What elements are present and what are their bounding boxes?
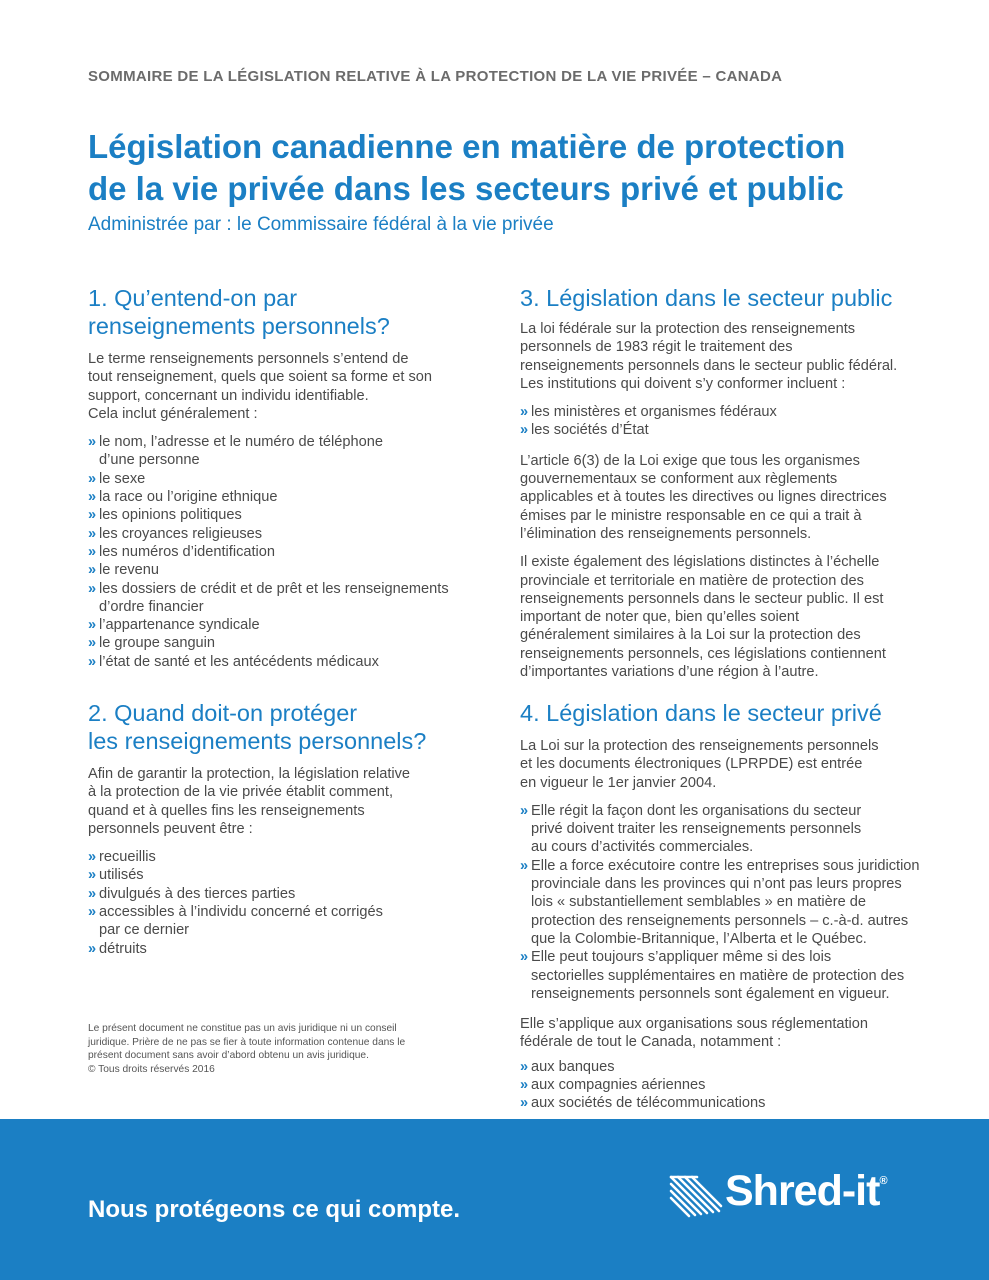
bullet-chevron-icon: » (520, 802, 529, 819)
list-item: » les opinions politiques (88, 507, 242, 524)
bullet-chevron-icon: » (520, 422, 529, 439)
section-1-list (88, 433, 488, 671)
shred-stripes-icon (667, 1169, 723, 1221)
list-item: » Elle a force exécutoire contre les entreprises sous juridiction provinciale dans les provinces qui n’ont pas leurs propres lois « substantiellement semblables » en matière de protection des renseignements personnels – c.-à-d. autres que la Colombie-Britannique, l’Alberta et le Québec. (520, 857, 920, 947)
list-item: » le groupe sanguin (88, 635, 216, 652)
list-item: » aux banques (520, 1058, 615, 1075)
bullet-chevron-icon: » (520, 1095, 529, 1112)
list-item: » aux sociétés de télécommunications (520, 1095, 766, 1112)
bullet-chevron-icon: » (88, 904, 97, 921)
bullet-chevron-icon: » (88, 653, 97, 670)
section-3-paragraph-3: Il existe également des législations distinctes à l’échelle provinciale et territoriale en matière de protection des renseignements personnels dans le secteur public. Il est important de noter que, bien qu’elles soient généralement similaires à la Loi sur la protection des renseignements personnels, ces législations contiennent d’importantes variations d’une région à l’autre. (520, 554, 886, 681)
section-1-heading: 1. Qu’entend-on par renseignements personnels? (88, 285, 390, 339)
page-subtitle: Administrée par : le Commissaire fédéral à la vie privée (88, 214, 554, 235)
list-item: » accessibles à l’individu concerné et corrigés par ce dernier (88, 904, 383, 939)
footer-band (0, 1119, 989, 1280)
list-item: » les ministères et organismes fédéraux (520, 404, 777, 421)
bullet-chevron-icon: » (88, 867, 97, 884)
shred-it-logo (667, 1167, 917, 1227)
bullet-chevron-icon: » (88, 525, 97, 542)
section-4-list (520, 802, 930, 1003)
bullet-chevron-icon: » (88, 434, 97, 451)
bullet-chevron-icon: » (520, 404, 529, 421)
list-item: » les dossiers de crédit et de prêt et les renseignements d’ordre financier (88, 580, 449, 615)
list-item: » divulgués à des tierces parties (88, 885, 296, 902)
list-item: » les numéros d’identification (88, 543, 276, 560)
section-2 (88, 699, 488, 968)
section-3-list (520, 403, 930, 440)
section-4-list-2 (520, 1058, 930, 1113)
section-4-paragraph-2: Elle s’applique aux organisations sous réglementation fédérale de tout le Canada, notamment : (520, 1016, 869, 1051)
list-item: » aux compagnies aériennes (520, 1077, 706, 1094)
section-3-heading: 3. Législation dans le secteur public (520, 285, 893, 311)
bullet-chevron-icon: » (88, 849, 97, 866)
list-item: » l’appartenance syndicale (88, 617, 260, 634)
bullet-chevron-icon: » (88, 617, 97, 634)
list-item: » la race ou l’origine ethnique (88, 489, 278, 506)
bullet-chevron-icon: » (88, 507, 97, 524)
bullet-chevron-icon: » (520, 1058, 529, 1075)
list-item: » le sexe (88, 470, 146, 487)
bullet-chevron-icon: » (520, 1077, 529, 1094)
section-3-intro: La loi fédérale sur la protection des renseignements personnels de 1983 régit le traitement des renseignements personnels dans le secteur public fédéral. Les institutions qui doivent s’y conformer incluent : (520, 321, 898, 392)
bullet-chevron-icon: » (88, 580, 97, 597)
legal-disclaimer: Le présent document ne constitue pas un avis juridique ni un conseil juridique. Prière de ne pas se fier à toute information contenue dans le présent document sans avoir d’abord obtenu un avis juridique. © Tous droits réservés 2016 (88, 1023, 406, 1075)
bullet-chevron-icon: » (88, 543, 97, 560)
section-3-paragraph-2: L’article 6(3) de la Loi exige que tous les organismes gouvernementaux se conforment aux règlements applicables et à toutes les directives ou lignes directrices émises par le ministre responsable en ce qui a trait à l’élimination des renseignements personnels. (520, 452, 887, 542)
list-item: » recueillis (88, 849, 156, 866)
list-item: » les croyances religieuses (88, 525, 263, 542)
registered-mark: ® (879, 1175, 887, 1187)
bullet-chevron-icon: » (88, 562, 97, 579)
list-item: » l’état de santé et les antécédents médicaux (88, 653, 379, 670)
section-4-heading: 4. Législation dans le secteur privé (520, 700, 882, 726)
section-4 (520, 699, 930, 1123)
section-4-intro: La Loi sur la protection des renseignements personnels et les documents électroniques (LPRPDE) est entrée en vigueur le 1er janvier 2004. (520, 738, 879, 791)
logo-text: Shred-it (725, 1167, 880, 1215)
bullet-chevron-icon: » (88, 489, 97, 506)
section-1 (88, 284, 488, 681)
list-item: » utilisés (88, 867, 144, 884)
list-item: » Elle peut toujours s’appliquer même si des lois sectorielles supplémentaires en matière de protection des renseignements personnels sont également en vigueur. (520, 949, 905, 1002)
page-title: Législation canadienne en matière de protection de la vie privée dans les secteurs privé et public (88, 128, 846, 207)
list-item: » le nom, l’adresse et le numéro de téléphone d’une personne (88, 434, 383, 469)
list-item: » Elle régit la façon dont les organisations du secteur privé doivent traiter les renseignements personnels au cours d’activités commerciales. (520, 802, 862, 856)
footer-tagline: Nous protégeons ce qui compte. (88, 1196, 461, 1223)
section-2-heading: 2. Quand doit-on protéger les renseignements personnels? (88, 700, 427, 754)
section-3 (520, 284, 930, 691)
section-1-intro: Le terme renseignements personnels s’entend de tout renseignement, quels que soient sa forme et son support, concernant un individu identifiable. Cela inclut généralement : (88, 351, 432, 422)
bullet-chevron-icon: » (88, 885, 97, 902)
section-2-list (88, 848, 488, 958)
list-item: » le revenu (88, 562, 160, 579)
section-2-intro: Afin de garantir la protection, la législation relative à la protection de la vie privée établit comment, quand et à quelles fins les renseignements personnels peuvent être : (88, 766, 411, 837)
list-item: » les sociétés d’État (520, 422, 649, 439)
bullet-chevron-icon: » (88, 470, 97, 487)
document-kicker: SOMMAIRE DE LA LÉGISLATION RELATIVE À LA PROTECTION DE LA VIE PRIVÉE – CANADA (88, 68, 783, 85)
bullet-chevron-icon: » (520, 857, 529, 874)
bullet-chevron-icon: » (88, 940, 97, 957)
bullet-chevron-icon: » (88, 635, 97, 652)
list-item: » détruits (88, 940, 147, 957)
bullet-chevron-icon: » (520, 949, 529, 966)
